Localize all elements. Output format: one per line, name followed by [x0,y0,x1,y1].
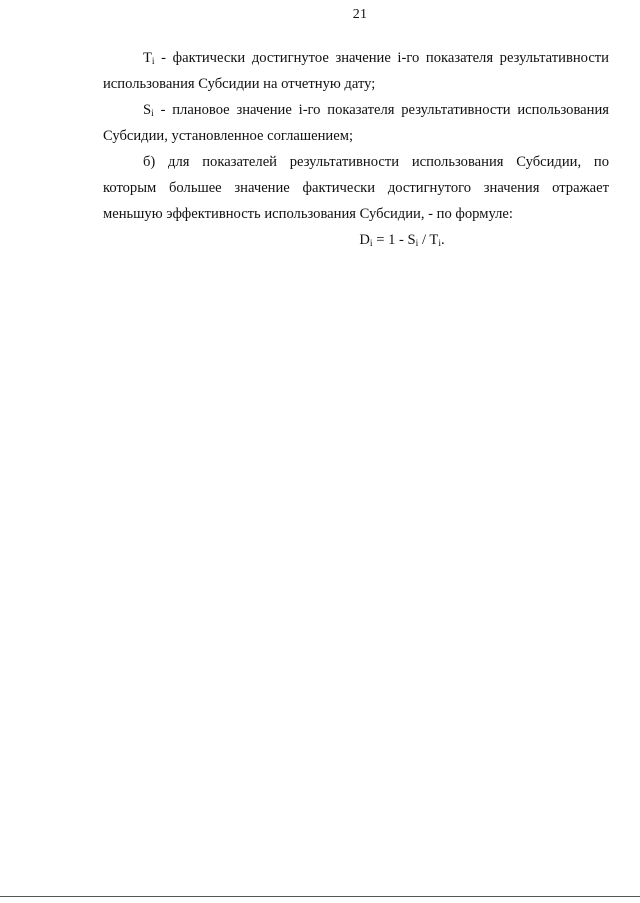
formula-t-subscript: i [438,239,441,249]
paragraph-text: - фактически достигнутое значение i-го показателя результативности использования Субсидии на отчетную дату; [103,50,609,92]
formula-s-subscript: i [415,239,419,249]
document-body [103,45,609,253]
bottom-divider [0,896,640,897]
page-number: 21 [352,7,368,22]
paragraph-si-definition [103,97,609,149]
formula-end: . [440,232,445,248]
paragraph-b-line-1: б) для показателей результативности использования Субсидии, по [143,154,609,170]
paragraph-b-line-3: меньшую эффективность использования Субсидии, - по формуле: [103,206,513,222]
paragraph-text: - плановое значение i-го показателя результативности использования Субсидии, установленное соглашением; [103,102,609,144]
formula-middle: = 1 - S [372,232,416,248]
formula-lhs-subscript: i [369,239,373,249]
formula-lhs: D [359,232,370,248]
symbol-s: S [143,102,152,118]
paragraph-b-line-2: которым большее значение фактически достигнутого значения отражает [103,180,609,196]
subscript-i: i [151,109,154,119]
symbol-t: T [143,50,152,66]
paragraph-ti-definition [103,45,609,97]
formula [103,227,609,253]
formula-separator: / T [418,232,439,248]
subscript-i: i [151,57,155,67]
